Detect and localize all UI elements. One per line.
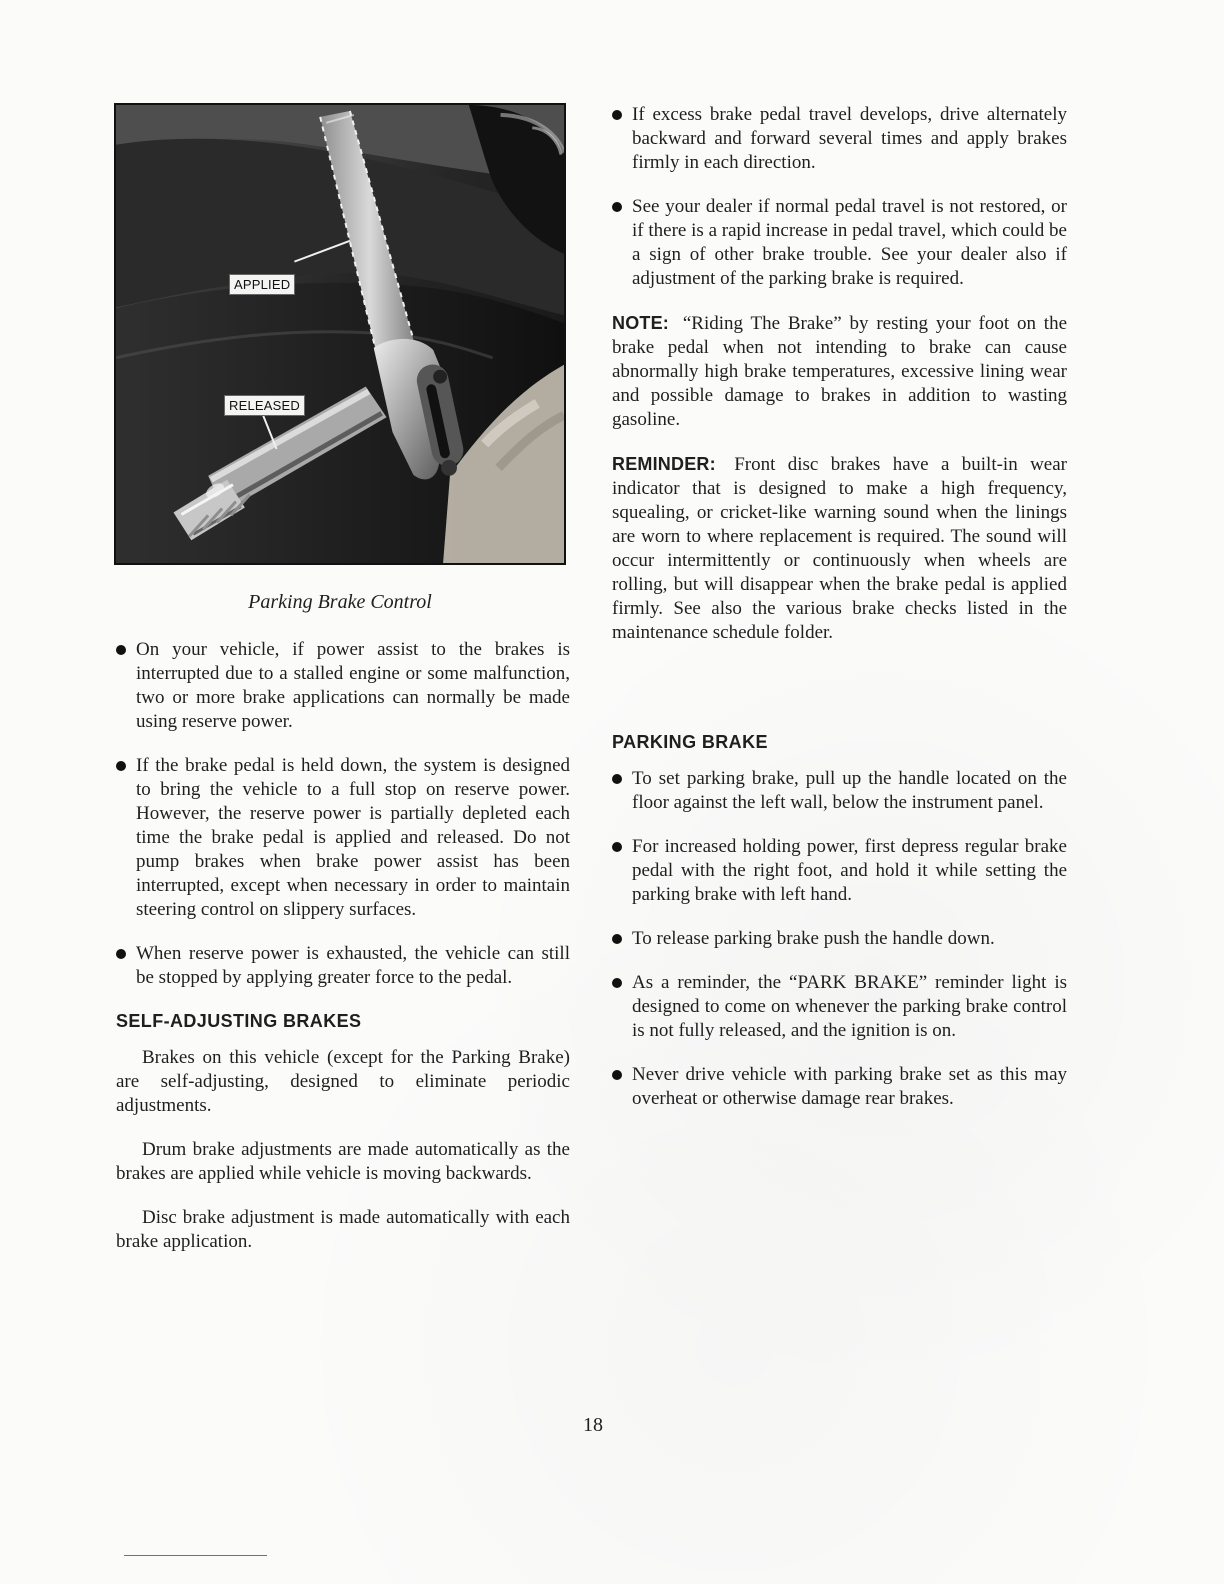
park-brake-light-bullet: As a reminder, the “PARK BRAKE” reminder light is designed to come on whenever the parking brake control is not fully released, and the ignition is on. (612, 971, 1067, 1043)
reserve-exhausted-bullet: When reserve power is exhausted, the vehicle can still be stopped by applying greater force to the pedal. (116, 942, 570, 990)
note-block (612, 311, 1067, 432)
right-column (612, 103, 1067, 1131)
never-drive-bullet: Never drive vehicle with parking brake set as this may overheat or otherwise damage rear brakes. (612, 1063, 1067, 1111)
released-label: RELEASED (224, 395, 305, 416)
note-label: NOTE: (612, 313, 669, 333)
release-parking-brake-bullet: To release parking brake push the handle down. (612, 927, 1067, 951)
reserve-power-bullet: If the brake pedal is held down, the system is designed to bring the vehicle to a full stop on reserve power. However, the reserve power is partially depleted each time the brake pedal is applied and released. Do not pump brakes when brake power assist has been interrupted, except when necessary in order to maintain steering control on slippery surfaces. (116, 754, 570, 922)
drum-brake-paragraph: Drum brake adjustments are made automatically as the brakes are applied while vehicle is moving backwards. (116, 1139, 570, 1184)
reminder-text: Front disc brakes have a built-in wear indicator that is designed to make a high frequency, squealing, or cricket-like warning sound when the linings are worn to where replacement is required. The sound will occur intermittently or continuously when wheels are rolling, but will disappear when the brake pedal is applied firmly. See also the various brake checks listed in the maintenance schedule folder. (612, 454, 1068, 643)
disc-brake-paragraph: Disc brake adjustment is made automatically with each brake application. (116, 1207, 570, 1252)
reminder-label: REMINDER: (612, 454, 716, 474)
note-text: “Riding The Brake” by resting your foot on the brake pedal when not intending to brake can cause abnormally high brake temperatures, excessive lining wear and possible damage to brakes in addition to wasting gasoline. (612, 313, 1068, 430)
self-adjusting-heading: SELF-ADJUSTING BRAKES (116, 1011, 362, 1031)
self-adjusting-paragraph: Brakes on this vehicle (except for the Parking Brake) are self-adjusting, designed to eliminate periodic adjustments. (116, 1047, 570, 1116)
applied-label: APPLIED (229, 274, 295, 295)
bottom-rule (124, 1555, 267, 1556)
parking-brake-photo (114, 103, 566, 565)
power-assist-bullet: On your vehicle, if power assist to the brakes is interrupted due to a stalled engine or some malfunction, two or more brake applications can normally be made using reserve power. (116, 638, 570, 734)
left-column (116, 638, 570, 1274)
parking-brake-illustration (116, 105, 564, 563)
page-number: 18 (583, 1414, 603, 1436)
parking-brake-heading: PARKING BRAKE (612, 732, 768, 752)
excess-travel-bullet: If excess brake pedal travel develops, drive alternately backward and forward several times and apply brakes firmly in each direction. (612, 103, 1067, 175)
dealer-check-bullet: See your dealer if normal pedal travel is not restored, or if there is a rapid increase in pedal travel, which could be a sign of other brake trouble. See your dealer also if adjustment of the parking brake is required. (612, 195, 1067, 291)
set-parking-brake-bullet: To set parking brake, pull up the handle located on the floor against the left wall, below the instrument panel. (612, 767, 1067, 815)
reminder-block (612, 452, 1067, 645)
figure-caption: Parking Brake Control (248, 591, 432, 613)
holding-power-bullet: For increased holding power, first depress regular brake pedal with the right foot, and hold it while setting the parking brake with left hand. (612, 835, 1067, 907)
